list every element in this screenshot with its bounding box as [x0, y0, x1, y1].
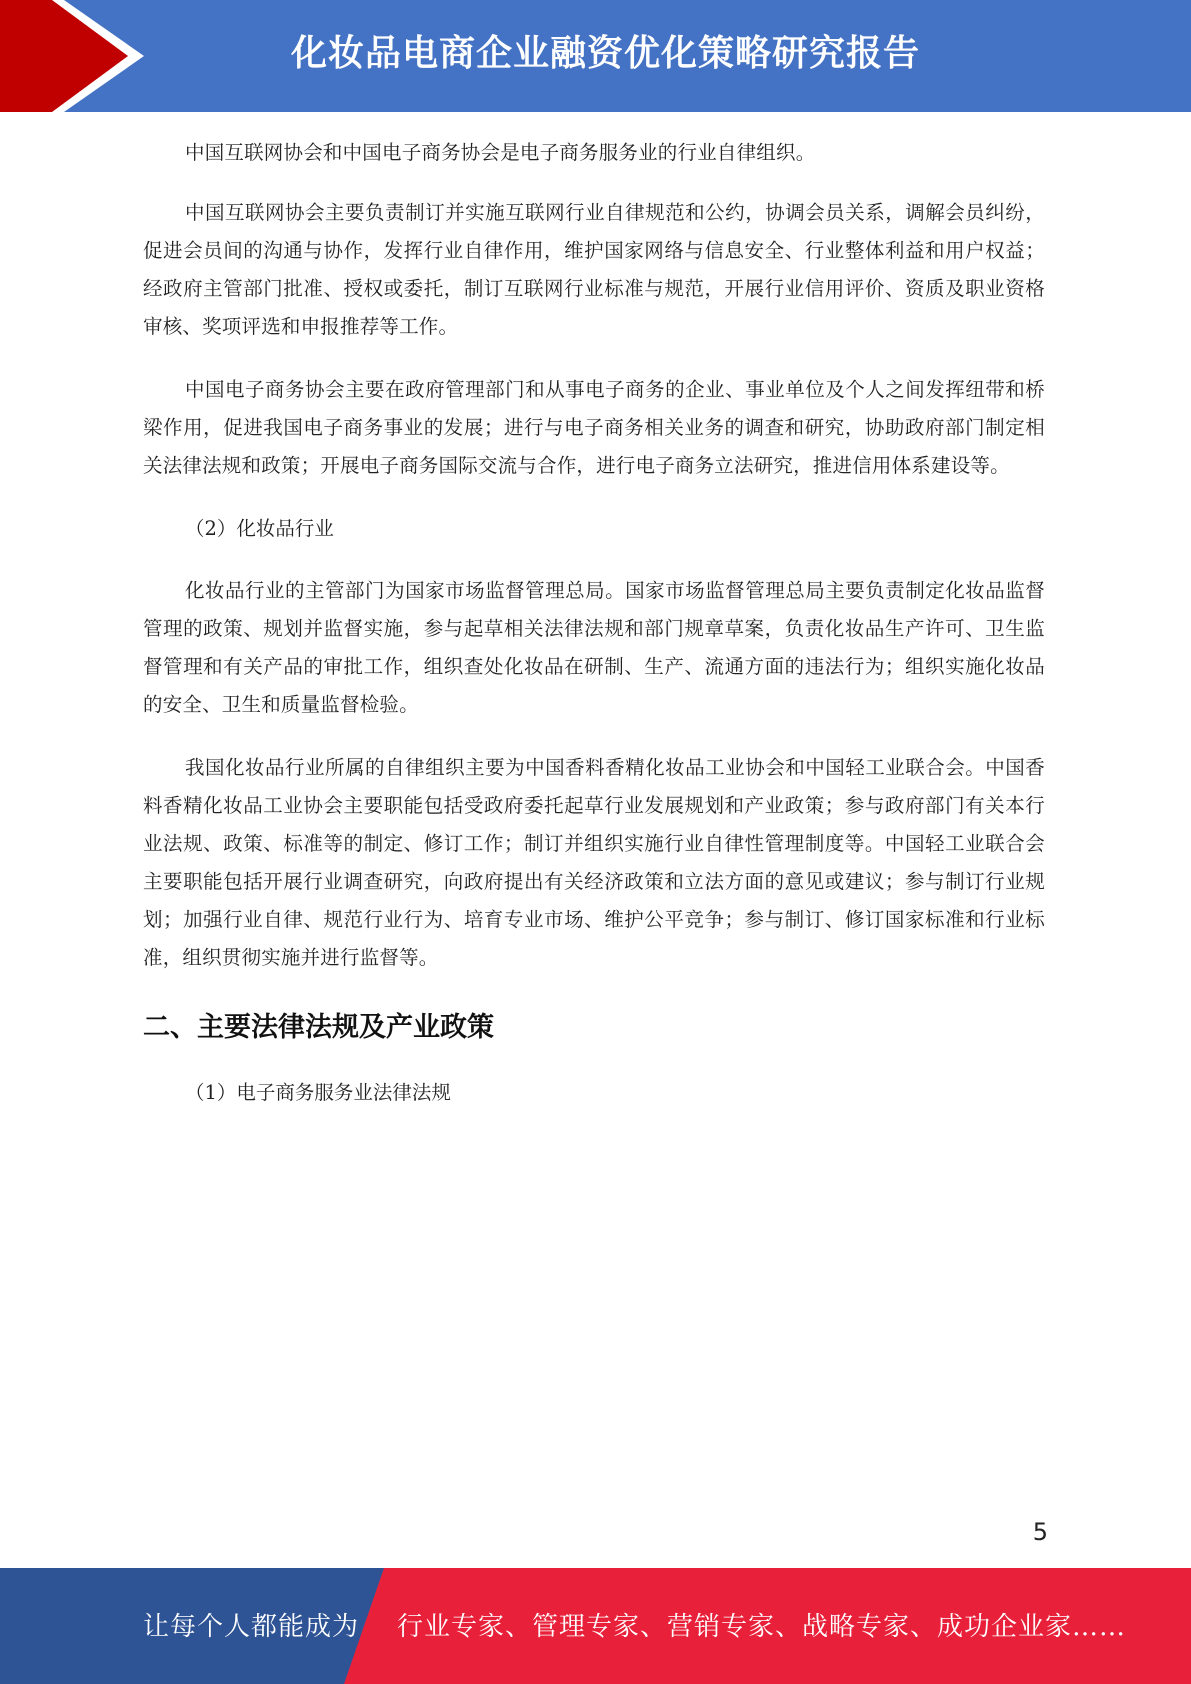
paragraph-internet-society: 中国互联网协会主要负责制订并实施互联网行业自律规范和公约，协调会员关系，调解会员纠纷，促进会员间的沟通与协作，发挥行业自律作用，维护国家网络与信息安全、行业整体利益和用户权益；经政府主管部门批准、授权或委托，制订互联网行业标准与规范，开展行业信用评价、资质及职业资格审核、奖项评选和申报推荐等工作。 [143, 201, 1045, 338]
document-body [143, 134, 1045, 1136]
section-title-laws-policies: 二、主要法律法规及产业政策 [143, 1012, 494, 1043]
page-number: 5 [1032, 1518, 1048, 1546]
report-title: 化妆品电商企业融资优化策略研究报告 [290, 33, 920, 74]
page-footer [0, 1568, 1191, 1684]
footer-slogan-right: 行业专家、管理专家、营销专家、战略专家、成功企业家…… [397, 1612, 1127, 1642]
footer-slogan-left: 让每个人都能成为 [143, 1612, 360, 1642]
paragraph-cosmetics-regulator: 化妆品行业的主管部门为国家市场监督管理总局。国家市场监督管理总局主要负责制定化妆品监督管理的政策、规划并监督实施，参与起草相关法律法规和部门规章草案，负责化妆品生产许可、卫生监督管理和有关产品的审批工作，组织查处化妆品在研制、生产、流通方面的违法行为；组织实施化妆品的安全、卫生和质量监督检验。 [143, 579, 1045, 716]
paragraph-ecommerce-association: 中国电子商务协会主要在政府管理部门和从事电子商务的企业、事业单位及个人之间发挥纽带和桥梁作用，促进我国电子商务事业的发展；进行与电子商务相关业务的调查和研究，协助政府部门制定相关法律法规和政策；开展电子商务国际交流与合作，进行电子商务立法研究，推进信用体系建设等。 [143, 378, 1045, 477]
subheading-ecommerce-laws: （1）电子商务服务业法律法规 [185, 1081, 451, 1104]
subheading-cosmetics-industry: （2）化妆品行业 [185, 517, 334, 540]
page-header [0, 0, 1191, 112]
paragraph-industry-associations: 中国互联网协会和中国电子商务协会是电子商务服务业的行业自律组织。 [185, 141, 816, 164]
paragraph-cosmetics-self-regulation: 我国化妆品行业所属的自律组织主要为中国香料香精化妆品工业协会和中国轻工业联合会。中国香料香精化妆品工业协会主要职能包括受政府委托起草行业发展规划和产业政策；参与政府部门有关本行业法规、政策、标准等的制定、修订工作；制订并组织实施行业自律性管理制度等。中国轻工业联合会主要职能包括开展行业调查研究，向政府提出有关经济政策和立法方面的意见或建议；参与制订行业规划；加强行业自律、规范行业行为、培育专业市场、维护公平竞争；参与制订、修订国家标准和行业标准，组织贯彻实施并进行监督等。 [143, 756, 1045, 969]
